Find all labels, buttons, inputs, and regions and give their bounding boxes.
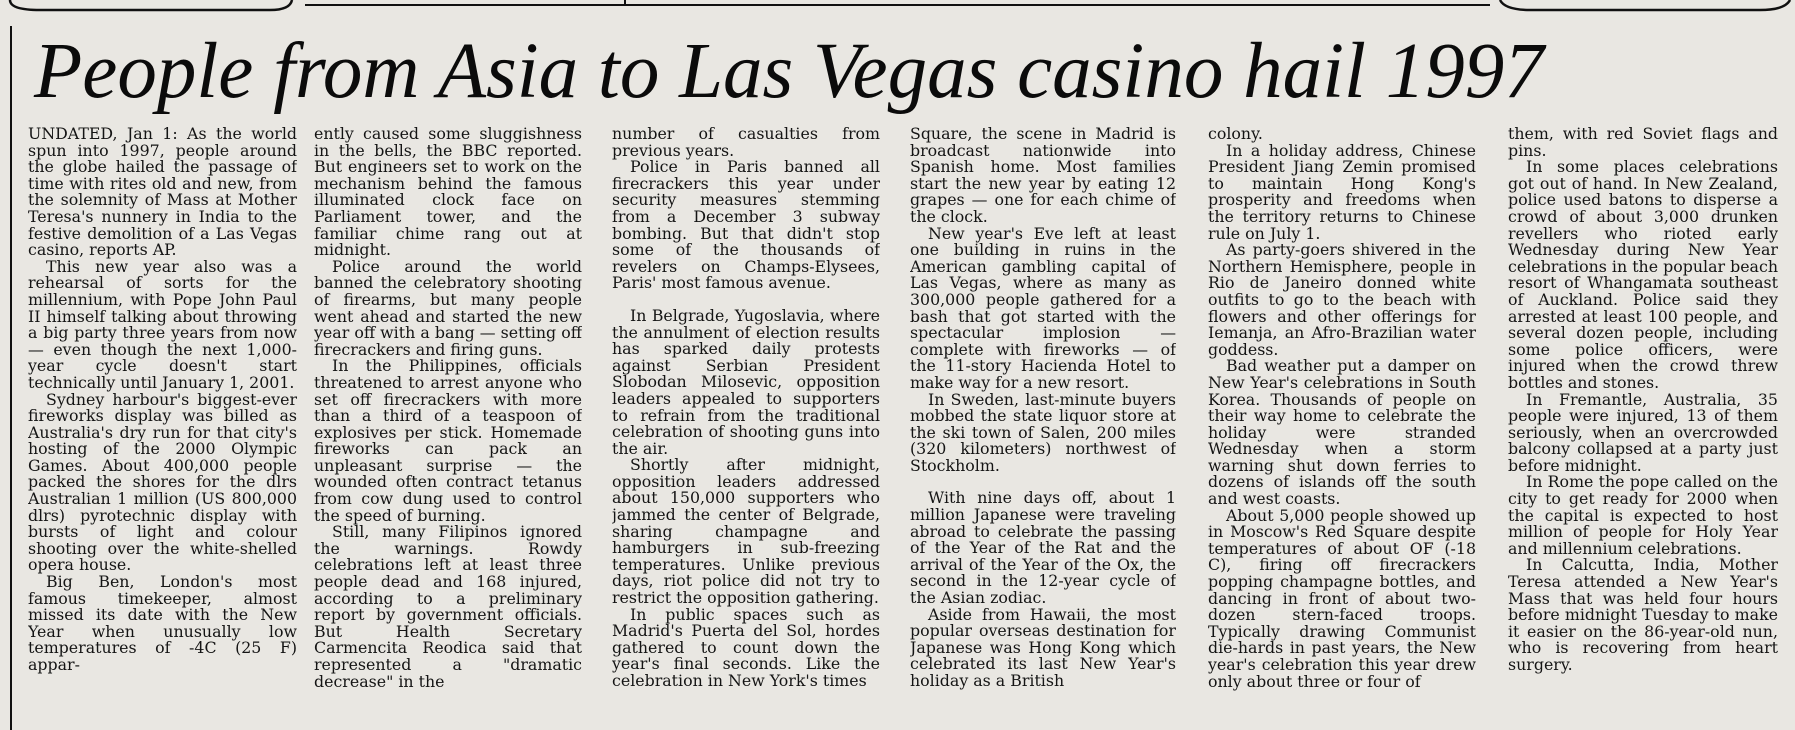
article-column-3 (612, 126, 880, 726)
paragraph: In Sweden, last-minute buyers mobbed the state liquor store at the ski town of Salen, 200 miles (320 kilometers) northwest of Stockholm. (910, 389, 1176, 475)
paragraph: UNDATED, Jan 1: As the world spun into 1997, people around the globe hailed the passage of time with rites old and new, from the solemnity of Mass at Mother Teresa's nunnery in India to the festive demolition of a Las Vegas casino, reports AP. (28, 126, 297, 260)
article-column-6 (1508, 126, 1778, 726)
paragraph: Big Ben, London's most famous timekeeper, almost missed its date with the New Year when unusually low temperatures of -4C (25 F) appar- (28, 572, 297, 674)
paragraph: ently caused some sluggishness in the bells, the BBC reported. But engineers set to work on the mechanism behind the famous illuminated clock face on Parliament tower, and the familiar chime rang out at midnight. (314, 126, 582, 260)
paragraph: In Rome the pope called on the city to get ready for 2000 when the capital is expected to host million of people for Holy Year and millennium celebrations. (1508, 472, 1778, 558)
paragraph: New year's Eve left at least one building in ruins in the American gambling capital of Las Vegas, where as many as 300,000 people gathered for a bash that got started with the spectacular implosion — complete with fireworks — of the 11-story Hacienda Hotel to make way for a new resort. (910, 223, 1176, 392)
paragraph: Aside from Hawaii, the most popular overseas destination for Japanese was Hong Kong which celebrated its last New Year's holiday as a British (910, 604, 1176, 690)
article-column-5 (1208, 126, 1476, 726)
article-column-2 (314, 126, 582, 726)
paragraph: Square, the scene in Madrid is broadcast nationwide into Spanish home. Most families start the new year by eating 12 grapes — one for each chime of the clock. (910, 126, 1176, 226)
paragraph: In the Philippines, officials threatened to arrest anyone who set off firecrackers with more than a third of a teaspoon of explosives per stick. Homemade fireworks can pack an unpleasant surprise — the wounded often contract tetanus from cow dung used to control the speed of burning. (314, 356, 582, 525)
paragraph: them, with red Soviet flags and pins. (1508, 126, 1778, 160)
paragraph: Sydney harbour's biggest-ever fireworks display was billed as Australia's dry run for that city's hosting of the 2000 Olympic Games. About 400,000 people packed the shores for the dlrs Australian 1 million (US 800,000 dlrs) pyrotechnic display with bursts of light and colour shooting over the white-shelled opera house. (28, 389, 297, 575)
paragraph: In a holiday address, Chinese President Jiang Zemin promised to maintain Hong Kong's prosperity and freedoms when the territory returns to Chinese rule on July 1. (1208, 140, 1476, 243)
paragraph: In some places celebrations got out of hand. In New Zealand, police used batons to disperse a crowd of about 3,000 drunken revellers who rioted early Wednesday during New Year celebrations in the popular beach resort of Whangamata southeast of Auckland. Police said they arrested at least 100 people, and several dozen people, including some police officers, were injured when the crowd threw bottles and stones. (1508, 157, 1778, 392)
paragraph: About 5,000 people showed up in Moscow's Red Square despite temperatures of about OF (-18 C), firing off firecrackers popping champagne bottles, and dancing in front of about two-dozen stern-faced troops. Typically drawing Communist die-hards in past years, the New year's celebration this year drew only about three or four of (1208, 505, 1476, 691)
paragraph: In Belgrade, Yugoslavia, where the annulment of election results has sparked daily protests against Serbian President Slobodan Milosevic, opposition leaders appealed to supporters to refrain from the traditional celebration of shooting guns into the air. (612, 305, 880, 458)
paragraph: Bad weather put a damper on New Year's celebrations in South Korea. Thousands of people on their way home to celebrate the holiday were stranded Wednesday when a storm warning shut down ferries to dozens of islands off the south and west coasts. (1208, 356, 1476, 509)
paragraph: With nine days off, about 1 million Japanese were traveling abroad to celebrate the passing of the Year of the Rat and the arrival of the Year of the Ox, the second in the 12-year cycle of the Asian zodiac. (910, 488, 1176, 608)
paragraph: As party-goers shivered in the Northern Hemisphere, people in Rio de Janeiro donned white outfits to go to the beach with flowers and other offerings for Iemanja, an Afro-Brazilian water goddess. (1208, 240, 1476, 359)
left-column-rule (10, 26, 12, 730)
paragraph: In Fremantle, Australia, 35 people were injured, 13 of them seriously, when an overcrowded balcony collapsed at a party just before midnight. (1508, 389, 1778, 475)
paragraph: Still, many Filipinos ignored the warnings. Rowdy celebrations left at least three people dead and 168 injured, according to a preliminary report by government officials. But Health Secretary Carmencita Reodica said that represented a "dramatic decrease" in the (314, 522, 582, 691)
article-column-4 (910, 126, 1176, 726)
paragraph: In public spaces such as Madrid's Puerta del Sol, hordes gathered to count down the year's final seconds. Like the celebration in New York's times (612, 604, 880, 690)
paragraph: This new year also was a rehearsal of sorts for the millennium, with Pope John Paul II himself talking about throwing a big party three years from now — even though the next 1,000-year cycle doesn't start technically until January 1, 2001. (28, 256, 297, 392)
top-border-ornament (0, 0, 1795, 16)
paragraph: Police around the world banned the celebratory shooting of firearms, but many people went ahead and started the new year off with a bang — setting off firecrackers and firing guns. (314, 256, 582, 359)
headline: People from Asia to Las Vegas casino hail 1997 (34, 28, 1544, 115)
paragraph: colony. (1208, 126, 1263, 143)
paragraph: Police in Paris banned all firecrackers this year under security measures stemming from a December 3 subway bombing. But that didn't stop some of the thousands of revelers on Champs-Elysees, Paris' most famous avenue. (612, 157, 880, 293)
paragraph: In Calcutta, India, Mother Teresa attended a New Year's Mass that was held four hours before midnight Tuesday to make it easier on the 86-year-old nun, who is recovering from heart surgery. (1508, 555, 1778, 674)
article-column-1 (28, 126, 297, 726)
paragraph: number of casualties from previous years. (612, 126, 880, 160)
paragraph: Shortly after midnight, opposition leaders addressed about 150,000 supporters who jammed the center of Belgrade, sharing champagne and hamburgers in sub-freezing temperatures. Unlike previous days, riot police did not try to restrict the opposition gathering. (612, 455, 880, 608)
